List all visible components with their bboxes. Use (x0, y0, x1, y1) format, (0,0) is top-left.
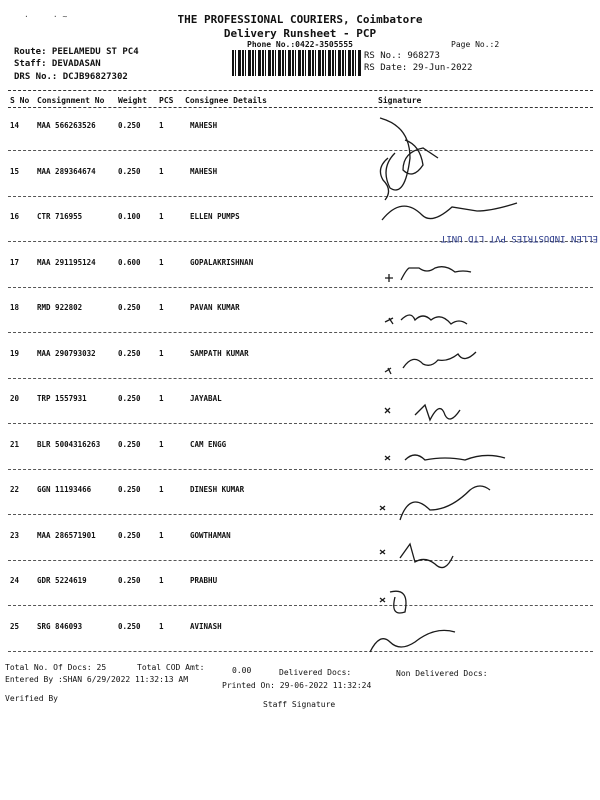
row-consignee: AVINASH (190, 621, 222, 631)
row-sno: 17 (10, 257, 20, 267)
col-consignment: Consignment No (37, 96, 105, 105)
col-consignee: Consignee Details (185, 96, 267, 105)
row-pcs: 1 (159, 530, 164, 540)
row-consignee: CAM ENGG (190, 439, 227, 449)
phone-number: Phone No.:0422-3505555 (247, 40, 353, 49)
row-consignment: MAA 289364674 (37, 166, 96, 176)
row-consignee: ELLEN PUMPS (190, 212, 240, 221)
row-weight: 0.250 (118, 530, 141, 540)
row-sno: 21 (10, 439, 20, 449)
row-pcs: 1 (159, 212, 164, 221)
row-consignment: GDR 5224619 (37, 576, 87, 585)
row-consignee: MAHESH (190, 166, 218, 176)
staff: Staff: DEVADASAN (14, 59, 101, 69)
row-sno: 18 (10, 303, 20, 312)
row-pcs: 1 (159, 439, 164, 449)
row-consignment: MAA 566263526 (37, 121, 96, 130)
page-number: Page No.:2 (451, 40, 500, 49)
row-consignment: SRG 846093 (37, 621, 83, 631)
row-sno: 16 (10, 212, 20, 221)
row-consignment: RMD 922802 (37, 303, 83, 312)
verified-by: Verified By (5, 694, 58, 703)
entered-by: Entered By :SHAN 6/29/2022 11:32:13 AM (5, 675, 189, 684)
row-weight: 0.250 (118, 485, 141, 494)
row-consignment: BLR 5004316263 (37, 439, 101, 449)
row-sno: 23 (10, 530, 20, 540)
stamp-text: ELLEN INDUSTRIES PVT LTD UNIT (440, 233, 598, 243)
row-consignee: PAVAN KUMAR (190, 303, 240, 312)
rs-number: RS No.: 968273 (364, 51, 440, 61)
row-weight: 0.250 (118, 121, 141, 130)
company-stamp (440, 233, 598, 243)
row-pcs: 1 (159, 485, 164, 494)
runsheet-subtitle: Delivery Runsheet - PCP (223, 27, 377, 40)
drs-number: DRS No.: DCJB96827302 (14, 72, 128, 82)
row-consignee: MAHESH (190, 121, 218, 130)
non-delivered-docs: Non Delivered Docs: (396, 669, 488, 678)
row-pcs: 1 (159, 121, 164, 130)
row-sno: 15 (10, 166, 20, 176)
row-consignee: DINESH KUMAR (190, 485, 245, 494)
row-consignment: MAA 286571901 (37, 530, 96, 540)
row-weight: 0.600 (118, 257, 141, 267)
row-sno: 25 (10, 621, 20, 631)
col-sno: S No (10, 96, 30, 105)
row-weight: 0.100 (118, 212, 141, 221)
col-pcs: PCS (159, 96, 174, 105)
row-pcs: 1 (159, 303, 164, 312)
col-signature: Signature (378, 96, 422, 105)
company-title: THE PROFESSIONAL COURIERS, Coimbatore (177, 13, 423, 26)
row-pcs: 1 (159, 348, 164, 358)
row-consignment: TRP 1557931 (37, 394, 87, 403)
row-weight: 0.250 (118, 394, 141, 403)
row-weight: 0.250 (118, 621, 141, 631)
scan-speck: · · ~ (24, 12, 68, 21)
row-sno: 14 (10, 121, 20, 130)
total-cod-value: 0.00 (232, 666, 252, 675)
row-sno: 24 (10, 576, 20, 585)
row-consignment: MAA 291195124 (37, 257, 96, 267)
delivered-docs: Delivered Docs: (279, 668, 352, 677)
row-consignee: GOWTHAMAN (190, 530, 231, 540)
row-consignee: GOPALAKRISHNAN (190, 257, 254, 267)
row-sno: 22 (10, 485, 20, 494)
printed-on: Printed On: 29-06-2022 11:32:24 (222, 681, 372, 690)
row-pcs: 1 (159, 257, 164, 267)
row-consignment: CTR 716955 (37, 212, 83, 221)
row-weight: 0.250 (118, 303, 141, 312)
total-docs: Total No. Of Docs: 25 (5, 663, 107, 672)
row-consignee: JAYABAL (190, 394, 222, 403)
row-pcs: 1 (159, 166, 164, 176)
row-sno: 20 (10, 394, 20, 403)
row-pcs: 1 (159, 621, 164, 631)
row-consignment: MAA 290793032 (37, 348, 96, 358)
staff-signature: Staff Signature (263, 700, 336, 709)
col-weight: Weight (118, 96, 147, 105)
total-cod-label: Total COD Amt: (137, 663, 205, 672)
row-pcs: 1 (159, 394, 164, 403)
row-weight: 0.250 (118, 348, 141, 358)
row-pcs: 1 (159, 576, 164, 585)
row-consignment: GGN 11193466 (37, 485, 92, 494)
row-weight: 0.250 (118, 439, 141, 449)
row-consignee: SAMPATH KUMAR (190, 348, 249, 358)
rs-date: RS Date: 29-Jun-2022 (364, 63, 473, 73)
row-sno: 19 (10, 348, 20, 358)
row-weight: 0.250 (118, 166, 141, 176)
row-consignee: PRABHU (190, 576, 218, 585)
route: Route: PEELAMEDU ST PC4 (14, 47, 139, 57)
row-weight: 0.250 (118, 576, 141, 585)
